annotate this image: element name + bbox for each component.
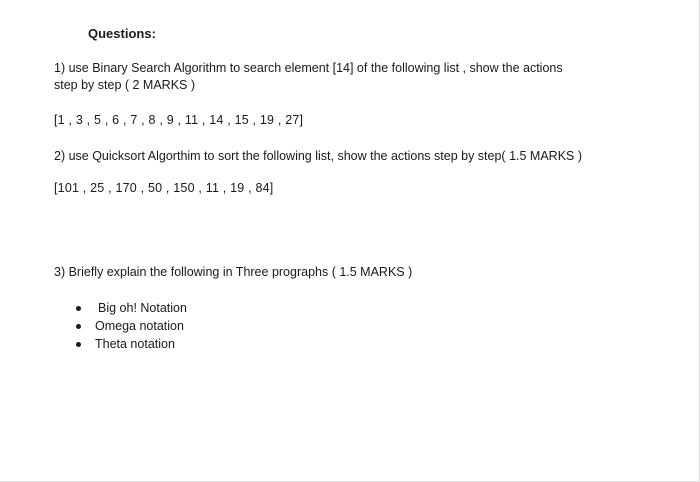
question-1-list: [1 , 3 , 5 , 6 , 7 , 8 , 9 , 11 , 14 , 15 , 19 , 27] <box>54 113 304 127</box>
bullet-text: Omega notation <box>95 319 184 333</box>
question-1-text-line-1: 1) use Binary Search Algorithm to search element [14] of the following list , show the actions <box>54 61 563 75</box>
bullet-icon <box>76 324 81 329</box>
questions-heading: Questions: <box>88 26 156 41</box>
question-2-text: 2) use Quicksort Algorthim to sort the following list, show the actions step by step( 1.5 MARKS ) <box>54 149 583 163</box>
bullet-icon <box>76 342 81 347</box>
bullet-text: Big oh! Notation <box>98 301 187 315</box>
bullet-text: Theta notation <box>95 337 175 351</box>
question-2-list: [101 , 25 , 170 , 50 , 150 , 11 , 19 , 84] <box>54 181 274 195</box>
bullet-icon <box>76 306 81 311</box>
question-3-text: 3) Briefly explain the following in Three prographs ( 1.5 MARKS ) <box>54 265 413 279</box>
question-1-text-line-2: step by step ( 2 MARKS ) <box>54 78 196 92</box>
